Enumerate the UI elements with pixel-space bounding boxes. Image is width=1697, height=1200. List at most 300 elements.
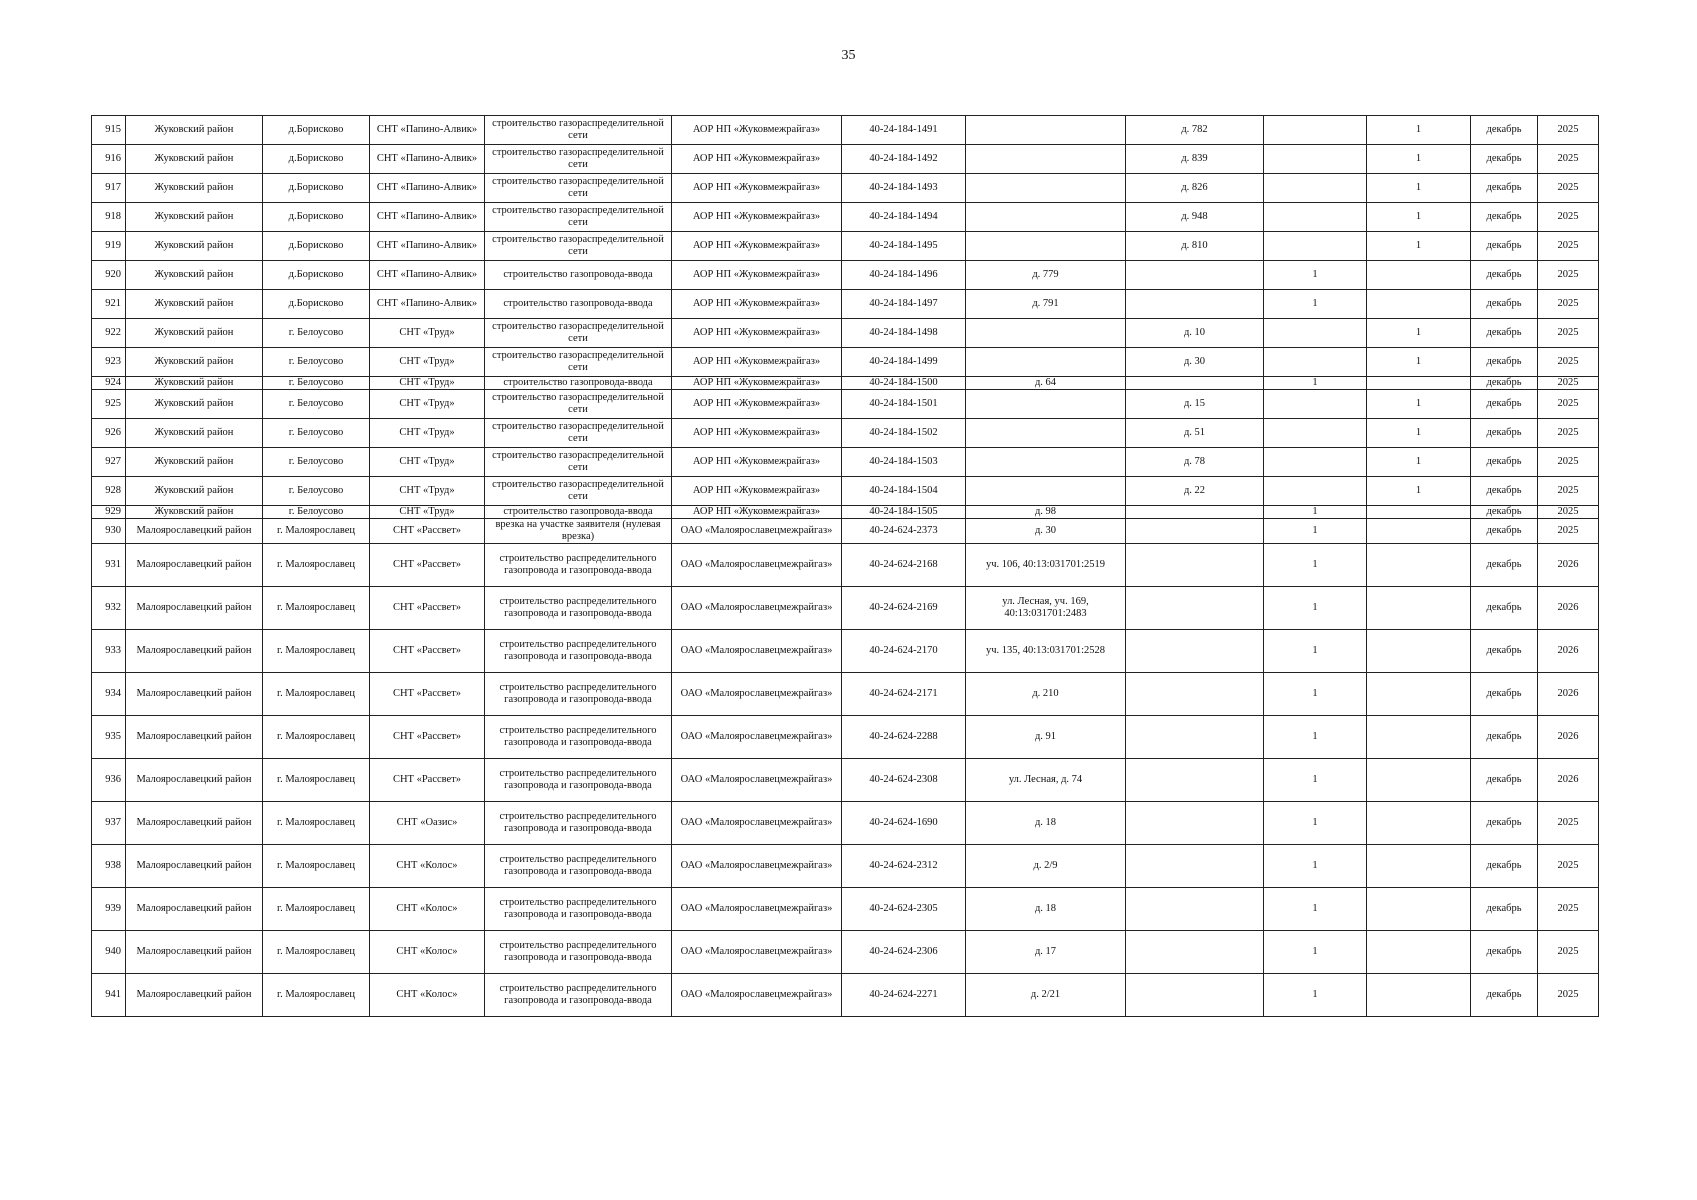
count-a-cell: 1	[1264, 377, 1367, 390]
count-a-cell: 1	[1264, 759, 1367, 802]
row-number-cell: 932	[92, 587, 126, 630]
count-a-cell: 1	[1264, 716, 1367, 759]
snt-name-cell: СНТ «Папино-Алвик»	[370, 174, 485, 203]
application-number-cell: 40-24-184-1499	[842, 348, 966, 377]
snt-name-cell: СНТ «Труд»	[370, 377, 485, 390]
application-number-cell: 40-24-624-1690	[842, 802, 966, 845]
plot-address-cell: д. 2/21	[966, 974, 1126, 1017]
year-cell: 2025	[1538, 477, 1599, 506]
row-number-cell: 936	[92, 759, 126, 802]
table-row	[92, 419, 1599, 448]
settlement-cell: г. Малоярославец	[263, 519, 370, 544]
month-cell: декабрь	[1471, 203, 1538, 232]
count-a-cell: 1	[1264, 261, 1367, 290]
house-address-cell	[1126, 888, 1264, 931]
work-type-cell: строительство газопровода-ввода	[485, 261, 672, 290]
plot-address-cell: ул. Лесная, д. 74	[966, 759, 1126, 802]
settlement-cell: г. Малоярославец	[263, 587, 370, 630]
house-address-cell: д. 78	[1126, 448, 1264, 477]
settlement-cell: г. Малоярославец	[263, 845, 370, 888]
table-row	[92, 203, 1599, 232]
count-a-cell	[1264, 390, 1367, 419]
house-address-cell	[1126, 519, 1264, 544]
district-cell: Жуковский район	[126, 348, 263, 377]
application-number-cell: 40-24-184-1503	[842, 448, 966, 477]
house-address-cell	[1126, 845, 1264, 888]
snt-name-cell: СНТ «Колос»	[370, 974, 485, 1017]
year-cell: 2025	[1538, 203, 1599, 232]
month-cell: декабрь	[1471, 261, 1538, 290]
settlement-cell: г. Малоярославец	[263, 974, 370, 1017]
gas-company-cell: ОАО «Малоярославецмежрайгаз»	[672, 931, 842, 974]
year-cell: 2025	[1538, 519, 1599, 544]
settlement-cell: г. Белоусово	[263, 348, 370, 377]
count-b-cell	[1367, 888, 1471, 931]
gas-company-cell: АОР НП «Жуковмежрайгаз»	[672, 261, 842, 290]
table-row	[92, 232, 1599, 261]
year-cell: 2026	[1538, 587, 1599, 630]
house-address-cell: д. 826	[1126, 174, 1264, 203]
house-address-cell: д. 51	[1126, 419, 1264, 448]
application-number-cell: 40-24-624-2312	[842, 845, 966, 888]
count-b-cell: 1	[1367, 419, 1471, 448]
plot-address-cell	[966, 319, 1126, 348]
count-a-cell	[1264, 145, 1367, 174]
settlement-cell: г. Белоусово	[263, 477, 370, 506]
gas-company-cell: АОР НП «Жуковмежрайгаз»	[672, 477, 842, 506]
gas-company-cell: АОР НП «Жуковмежрайгаз»	[672, 174, 842, 203]
snt-name-cell: СНТ «Труд»	[370, 319, 485, 348]
month-cell: декабрь	[1471, 348, 1538, 377]
registry-table	[91, 115, 1599, 1017]
district-cell: Жуковский район	[126, 203, 263, 232]
snt-name-cell: СНТ «Папино-Алвик»	[370, 261, 485, 290]
work-type-cell: строительство газораспределительной сети	[485, 419, 672, 448]
work-type-cell: строительство распределительного газопровода и газопровода-ввода	[485, 888, 672, 931]
application-number-cell: 40-24-624-2373	[842, 519, 966, 544]
district-cell: Жуковский район	[126, 377, 263, 390]
count-b-cell	[1367, 587, 1471, 630]
row-number-cell: 928	[92, 477, 126, 506]
table-row	[92, 587, 1599, 630]
application-number-cell: 40-24-184-1496	[842, 261, 966, 290]
year-cell: 2026	[1538, 759, 1599, 802]
year-cell: 2026	[1538, 673, 1599, 716]
month-cell: декабрь	[1471, 544, 1538, 587]
plot-address-cell: д. 791	[966, 290, 1126, 319]
gas-company-cell: АОР НП «Жуковмежрайгаз»	[672, 145, 842, 174]
work-type-cell: строительство газораспределительной сети	[485, 348, 672, 377]
settlement-cell: д.Борисково	[263, 290, 370, 319]
month-cell: декабрь	[1471, 519, 1538, 544]
snt-name-cell: СНТ «Колос»	[370, 888, 485, 931]
row-number-cell: 925	[92, 390, 126, 419]
year-cell: 2025	[1538, 419, 1599, 448]
district-cell: Малоярославецкий район	[126, 759, 263, 802]
settlement-cell: д.Борисково	[263, 145, 370, 174]
work-type-cell: строительство газораспределительной сети	[485, 232, 672, 261]
gas-company-cell: АОР НП «Жуковмежрайгаз»	[672, 319, 842, 348]
count-b-cell	[1367, 506, 1471, 519]
house-address-cell	[1126, 290, 1264, 319]
district-cell: Малоярославецкий район	[126, 587, 263, 630]
settlement-cell: д.Борисково	[263, 261, 370, 290]
year-cell: 2025	[1538, 974, 1599, 1017]
house-address-cell	[1126, 506, 1264, 519]
year-cell: 2025	[1538, 145, 1599, 174]
count-b-cell: 1	[1367, 448, 1471, 477]
row-number-cell: 935	[92, 716, 126, 759]
work-type-cell: строительство распределительного газопровода и газопровода-ввода	[485, 974, 672, 1017]
table-row	[92, 506, 1599, 519]
settlement-cell: г. Малоярославец	[263, 931, 370, 974]
month-cell: декабрь	[1471, 759, 1538, 802]
row-number-cell: 921	[92, 290, 126, 319]
count-a-cell	[1264, 174, 1367, 203]
house-address-cell	[1126, 587, 1264, 630]
row-number-cell: 918	[92, 203, 126, 232]
plot-address-cell	[966, 419, 1126, 448]
house-address-cell	[1126, 716, 1264, 759]
snt-name-cell: СНТ «Труд»	[370, 506, 485, 519]
house-address-cell: д. 22	[1126, 477, 1264, 506]
table-row	[92, 630, 1599, 673]
settlement-cell: д.Борисково	[263, 232, 370, 261]
table-row	[92, 931, 1599, 974]
year-cell: 2025	[1538, 931, 1599, 974]
settlement-cell: г. Малоярославец	[263, 802, 370, 845]
application-number-cell: 40-24-624-2271	[842, 974, 966, 1017]
district-cell: Малоярославецкий район	[126, 673, 263, 716]
gas-company-cell: ОАО «Малоярославецмежрайгаз»	[672, 716, 842, 759]
year-cell: 2025	[1538, 448, 1599, 477]
plot-address-cell	[966, 448, 1126, 477]
gas-company-cell: ОАО «Малоярославецмежрайгаз»	[672, 759, 842, 802]
application-number-cell: 40-24-184-1498	[842, 319, 966, 348]
work-type-cell: строительство распределительного газопровода и газопровода-ввода	[485, 544, 672, 587]
count-a-cell: 1	[1264, 845, 1367, 888]
count-b-cell: 1	[1367, 319, 1471, 348]
settlement-cell: г. Белоусово	[263, 419, 370, 448]
house-address-cell	[1126, 377, 1264, 390]
work-type-cell: строительство газораспределительной сети	[485, 390, 672, 419]
plot-address-cell: д. 18	[966, 888, 1126, 931]
count-b-cell	[1367, 673, 1471, 716]
application-number-cell: 40-24-184-1494	[842, 203, 966, 232]
work-type-cell: строительство распределительного газопровода и газопровода-ввода	[485, 716, 672, 759]
gas-company-cell: АОР НП «Жуковмежрайгаз»	[672, 390, 842, 419]
application-number-cell: 40-24-184-1495	[842, 232, 966, 261]
row-number-cell: 923	[92, 348, 126, 377]
district-cell: Малоярославецкий район	[126, 716, 263, 759]
work-type-cell: строительство газораспределительной сети	[485, 448, 672, 477]
house-address-cell	[1126, 673, 1264, 716]
plot-address-cell: д. 779	[966, 261, 1126, 290]
settlement-cell: г. Малоярославец	[263, 888, 370, 931]
row-number-cell: 927	[92, 448, 126, 477]
row-number-cell: 919	[92, 232, 126, 261]
table-row	[92, 319, 1599, 348]
row-number-cell: 934	[92, 673, 126, 716]
row-number-cell: 920	[92, 261, 126, 290]
year-cell: 2025	[1538, 261, 1599, 290]
table-row	[92, 519, 1599, 544]
gas-company-cell: ОАО «Малоярославецмежрайгаз»	[672, 673, 842, 716]
month-cell: декабрь	[1471, 673, 1538, 716]
snt-name-cell: СНТ «Труд»	[370, 348, 485, 377]
page-number: 35	[841, 48, 856, 63]
table-row	[92, 888, 1599, 931]
row-number-cell: 926	[92, 419, 126, 448]
count-b-cell	[1367, 377, 1471, 390]
count-b-cell: 1	[1367, 477, 1471, 506]
work-type-cell: строительство газопровода-ввода	[485, 377, 672, 390]
month-cell: декабрь	[1471, 174, 1538, 203]
snt-name-cell: СНТ «Труд»	[370, 419, 485, 448]
count-b-cell: 1	[1367, 116, 1471, 145]
year-cell: 2025	[1538, 232, 1599, 261]
count-a-cell: 1	[1264, 802, 1367, 845]
count-b-cell	[1367, 802, 1471, 845]
count-a-cell: 1	[1264, 974, 1367, 1017]
snt-name-cell: СНТ «Рассвет»	[370, 673, 485, 716]
plot-address-cell: д. 30	[966, 519, 1126, 544]
year-cell: 2025	[1538, 888, 1599, 931]
row-number-cell: 916	[92, 145, 126, 174]
gas-company-cell: ОАО «Малоярославецмежрайгаз»	[672, 544, 842, 587]
gas-company-cell: ОАО «Малоярославецмежрайгаз»	[672, 845, 842, 888]
year-cell: 2026	[1538, 630, 1599, 673]
month-cell: декабрь	[1471, 888, 1538, 931]
count-a-cell	[1264, 419, 1367, 448]
count-b-cell	[1367, 845, 1471, 888]
work-type-cell: строительство газораспределительной сети	[485, 145, 672, 174]
month-cell: декабрь	[1471, 290, 1538, 319]
snt-name-cell: СНТ «Рассвет»	[370, 630, 485, 673]
table-row	[92, 759, 1599, 802]
count-a-cell: 1	[1264, 519, 1367, 544]
gas-company-cell: ОАО «Малоярославецмежрайгаз»	[672, 630, 842, 673]
row-number-cell: 939	[92, 888, 126, 931]
work-type-cell: строительство газораспределительной сети	[485, 116, 672, 145]
month-cell: декабрь	[1471, 506, 1538, 519]
table-row	[92, 290, 1599, 319]
gas-company-cell: АОР НП «Жуковмежрайгаз»	[672, 232, 842, 261]
year-cell: 2026	[1538, 716, 1599, 759]
application-number-cell: 40-24-184-1497	[842, 290, 966, 319]
year-cell: 2025	[1538, 290, 1599, 319]
year-cell: 2025	[1538, 845, 1599, 888]
count-a-cell	[1264, 448, 1367, 477]
snt-name-cell: СНТ «Папино-Алвик»	[370, 232, 485, 261]
house-address-cell: д. 839	[1126, 145, 1264, 174]
application-number-cell: 40-24-184-1504	[842, 477, 966, 506]
snt-name-cell: СНТ «Папино-Алвик»	[370, 116, 485, 145]
application-number-cell: 40-24-624-2306	[842, 931, 966, 974]
house-address-cell	[1126, 544, 1264, 587]
row-number-cell: 917	[92, 174, 126, 203]
snt-name-cell: СНТ «Труд»	[370, 448, 485, 477]
work-type-cell: врезка на участке заявителя (нулевая врезка)	[485, 519, 672, 544]
snt-name-cell: СНТ «Колос»	[370, 845, 485, 888]
count-a-cell	[1264, 232, 1367, 261]
count-b-cell: 1	[1367, 390, 1471, 419]
table-row	[92, 145, 1599, 174]
plot-address-cell	[966, 348, 1126, 377]
district-cell: Малоярославецкий район	[126, 544, 263, 587]
row-number-cell: 930	[92, 519, 126, 544]
application-number-cell: 40-24-624-2288	[842, 716, 966, 759]
count-a-cell: 1	[1264, 544, 1367, 587]
district-cell: Малоярославецкий район	[126, 519, 263, 544]
house-address-cell	[1126, 974, 1264, 1017]
count-b-cell: 1	[1367, 203, 1471, 232]
year-cell: 2025	[1538, 802, 1599, 845]
house-address-cell: д. 30	[1126, 348, 1264, 377]
count-a-cell: 1	[1264, 888, 1367, 931]
count-a-cell: 1	[1264, 587, 1367, 630]
gas-company-cell: ОАО «Малоярославецмежрайгаз»	[672, 802, 842, 845]
settlement-cell: г. Малоярославец	[263, 544, 370, 587]
work-type-cell: строительство распределительного газопровода и газопровода-ввода	[485, 673, 672, 716]
snt-name-cell: СНТ «Труд»	[370, 477, 485, 506]
house-address-cell	[1126, 261, 1264, 290]
snt-name-cell: СНТ «Рассвет»	[370, 544, 485, 587]
application-number-cell: 40-24-624-2305	[842, 888, 966, 931]
house-address-cell: д. 810	[1126, 232, 1264, 261]
gas-company-cell: АОР НП «Жуковмежрайгаз»	[672, 506, 842, 519]
application-number-cell: 40-24-184-1492	[842, 145, 966, 174]
district-cell: Жуковский район	[126, 319, 263, 348]
year-cell: 2025	[1538, 116, 1599, 145]
table-row	[92, 974, 1599, 1017]
house-address-cell: д. 10	[1126, 319, 1264, 348]
application-number-cell: 40-24-624-2168	[842, 544, 966, 587]
table-row	[92, 845, 1599, 888]
month-cell: декабрь	[1471, 477, 1538, 506]
work-type-cell: строительство газораспределительной сети	[485, 203, 672, 232]
plot-address-cell: ул. Лесная, уч. 169, 40:13:031701:2483	[966, 587, 1126, 630]
row-number-cell: 931	[92, 544, 126, 587]
count-b-cell	[1367, 931, 1471, 974]
count-a-cell	[1264, 203, 1367, 232]
gas-company-cell: АОР НП «Жуковмежрайгаз»	[672, 448, 842, 477]
application-number-cell: 40-24-184-1493	[842, 174, 966, 203]
year-cell: 2025	[1538, 319, 1599, 348]
district-cell: Малоярославецкий район	[126, 974, 263, 1017]
work-type-cell: строительство газораспределительной сети	[485, 319, 672, 348]
plot-address-cell	[966, 477, 1126, 506]
month-cell: декабрь	[1471, 974, 1538, 1017]
district-cell: Жуковский район	[126, 448, 263, 477]
settlement-cell: г. Малоярославец	[263, 673, 370, 716]
year-cell: 2025	[1538, 348, 1599, 377]
application-number-cell: 40-24-624-2169	[842, 587, 966, 630]
month-cell: декабрь	[1471, 319, 1538, 348]
count-b-cell	[1367, 974, 1471, 1017]
row-number-cell: 938	[92, 845, 126, 888]
application-number-cell: 40-24-184-1500	[842, 377, 966, 390]
table-row	[92, 261, 1599, 290]
table-row	[92, 377, 1599, 390]
year-cell: 2025	[1538, 506, 1599, 519]
work-type-cell: строительство распределительного газопровода и газопровода-ввода	[485, 759, 672, 802]
year-cell: 2026	[1538, 544, 1599, 587]
settlement-cell: г. Белоусово	[263, 506, 370, 519]
table-row	[92, 174, 1599, 203]
snt-name-cell: СНТ «Папино-Алвик»	[370, 203, 485, 232]
table-row	[92, 802, 1599, 845]
work-type-cell: строительство распределительного газопровода и газопровода-ввода	[485, 845, 672, 888]
table-row	[92, 673, 1599, 716]
work-type-cell: строительство распределительного газопровода и газопровода-ввода	[485, 931, 672, 974]
work-type-cell: строительство распределительного газопровода и газопровода-ввода	[485, 587, 672, 630]
gas-company-cell: ОАО «Малоярославецмежрайгаз»	[672, 888, 842, 931]
settlement-cell: г. Белоусово	[263, 319, 370, 348]
house-address-cell	[1126, 931, 1264, 974]
plot-address-cell	[966, 390, 1126, 419]
count-a-cell: 1	[1264, 506, 1367, 519]
district-cell: Малоярославецкий район	[126, 802, 263, 845]
table-row	[92, 477, 1599, 506]
settlement-cell: г. Малоярославец	[263, 716, 370, 759]
count-a-cell: 1	[1264, 931, 1367, 974]
count-b-cell	[1367, 519, 1471, 544]
district-cell: Жуковский район	[126, 145, 263, 174]
settlement-cell: д.Борисково	[263, 116, 370, 145]
row-number-cell: 941	[92, 974, 126, 1017]
house-address-cell: д. 15	[1126, 390, 1264, 419]
plot-address-cell: уч. 106, 40:13:031701:2519	[966, 544, 1126, 587]
plot-address-cell: д. 98	[966, 506, 1126, 519]
gas-company-cell: ОАО «Малоярославецмежрайгаз»	[672, 974, 842, 1017]
row-number-cell: 933	[92, 630, 126, 673]
snt-name-cell: СНТ «Колос»	[370, 931, 485, 974]
count-a-cell	[1264, 477, 1367, 506]
count-b-cell	[1367, 716, 1471, 759]
snt-name-cell: СНТ «Рассвет»	[370, 759, 485, 802]
month-cell: декабрь	[1471, 145, 1538, 174]
application-number-cell: 40-24-624-2308	[842, 759, 966, 802]
gas-company-cell: АОР НП «Жуковмежрайгаз»	[672, 290, 842, 319]
settlement-cell: г. Малоярославец	[263, 630, 370, 673]
gas-company-cell: АОР НП «Жуковмежрайгаз»	[672, 348, 842, 377]
district-cell: Жуковский район	[126, 261, 263, 290]
district-cell: Жуковский район	[126, 290, 263, 319]
count-b-cell: 1	[1367, 348, 1471, 377]
row-number-cell: 915	[92, 116, 126, 145]
district-cell: Жуковский район	[126, 116, 263, 145]
plot-address-cell	[966, 145, 1126, 174]
settlement-cell: д.Борисково	[263, 174, 370, 203]
gas-company-cell: АОР НП «Жуковмежрайгаз»	[672, 203, 842, 232]
plot-address-cell: д. 17	[966, 931, 1126, 974]
month-cell: декабрь	[1471, 802, 1538, 845]
month-cell: декабрь	[1471, 931, 1538, 974]
plot-address-cell: д. 18	[966, 802, 1126, 845]
work-type-cell: строительство газопровода-ввода	[485, 290, 672, 319]
district-cell: Жуковский район	[126, 506, 263, 519]
month-cell: декабрь	[1471, 845, 1538, 888]
month-cell: декабрь	[1471, 419, 1538, 448]
count-a-cell	[1264, 116, 1367, 145]
settlement-cell: г. Белоусово	[263, 377, 370, 390]
district-cell: Жуковский район	[126, 390, 263, 419]
district-cell: Малоярославецкий район	[126, 931, 263, 974]
count-b-cell	[1367, 290, 1471, 319]
count-b-cell: 1	[1367, 232, 1471, 261]
plot-address-cell: уч. 135, 40:13:031701:2528	[966, 630, 1126, 673]
